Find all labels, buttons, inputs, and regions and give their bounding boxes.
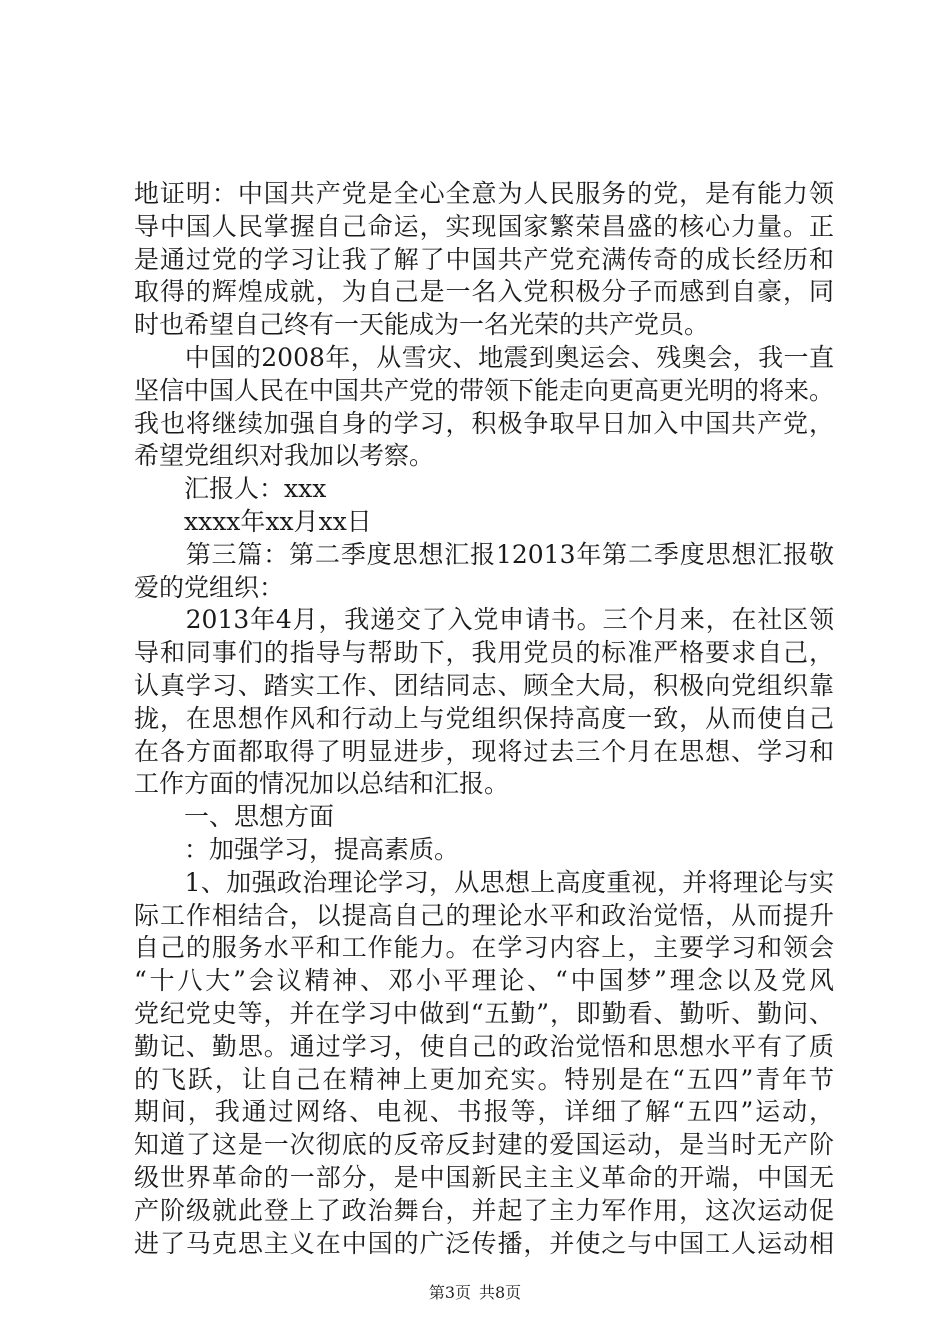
text-line: 爱的党组织： — [134, 572, 285, 602]
text-line: 知道了这是一次彻底的反帝反封建的爱国运动，是当时无产阶 — [134, 1130, 834, 1160]
text-line: 希望党组织对我加以考察。 — [134, 441, 435, 471]
text-line: 2013年4月，我递交了入党申请书。三个月来，在社区领 — [134, 605, 834, 635]
text-line: 拢，在思想作风和行动上与党组织保持高度一致，从而使自己 — [134, 703, 834, 733]
text-line: 时也希望自己终有一天能成为一名光荣的共产党员。 — [134, 310, 710, 340]
text-line: ：加强学习，提高素质。 — [134, 834, 460, 864]
text-line: 自己的服务水平和工作能力。在学习内容上，主要学习和领会 — [134, 933, 834, 963]
text-line: 际工作相结合，以提高自己的理论水平和政治觉悟，从而提升 — [134, 900, 834, 930]
text-line: 产阶级就此登上了政治舞台，并起了主力军作用，这次运动促 — [134, 1195, 834, 1225]
page-total: 共8页 — [479, 1283, 522, 1302]
page-number: 第3页 — [428, 1283, 471, 1302]
text-line: 党纪党史等，并在学习中做到“五勤”，即勤看、勤听、勤问、 — [134, 998, 834, 1028]
text-line: 的飞跃，让自己在精神上更加充实。特别是在“五四”青年节 — [134, 1064, 834, 1094]
text-line: 1、加强政治理论学习，从思想上高度重视，并将理论与实 — [134, 867, 834, 897]
text-line: xxxx年xx月xx日 — [134, 506, 372, 536]
text-line: 是通过党的学习让我了解了中国共产党充满传奇的成长经历和 — [134, 244, 834, 274]
text-line: 在各方面都取得了明显进步，现将过去三个月在思想、学习和 — [134, 736, 834, 766]
text-line: 汇报人：xxx — [134, 474, 327, 504]
text-line: 期间，我通过网络、电视、书报等，详细了解“五四”运动， — [134, 1097, 834, 1127]
text-line: 工作方面的情况加以总结和汇报。 — [134, 769, 510, 799]
text-line: 中国的2008年，从雪灾、地震到奥运会、残奥会，我一直 — [134, 342, 834, 372]
text-line: 勤记、勤思。通过学习，使自己的政治觉悟和思想水平有了质 — [134, 1031, 834, 1061]
text-line: “十八大”会议精神、邓小平理论、“中国梦”理念以及党风 — [134, 966, 834, 996]
page-footer — [0, 1280, 950, 1303]
text-line: 认真学习、踏实工作、团结同志、顾全大局，积极向党组织靠 — [134, 670, 834, 700]
document-body — [134, 178, 834, 1260]
text-line: 级世界革命的一部分，是中国新民主主义革命的开端，中国无 — [134, 1162, 834, 1192]
text-line: 取得的辉煌成就，为自己是一名入党积极分子而感到自豪，同 — [134, 277, 834, 307]
text-line: 我也将继续加强自身的学习，积极争取早日加入中国共产党， — [134, 408, 834, 438]
text-line: 进了马克思主义在中国的广泛传播，并使之与中国工人运动相 — [134, 1228, 834, 1258]
text-line: 一、思想方面 — [134, 802, 335, 832]
text-line: 坚信中国人民在中国共产党的带领下能走向更高更光明的将来。 — [134, 375, 834, 405]
text-line: 地证明：中国共产党是全心全意为人民服务的党，是有能力领 — [134, 179, 834, 208]
text-line: 第三篇：第二季度思想汇报12013年第二季度思想汇报敬 — [134, 539, 834, 569]
text-line: 导中国人民掌握自己命运，实现国家繁荣昌盛的核心力量。正 — [134, 211, 834, 241]
text-line: 导和同事们的指导与帮助下，我用党员的标准严格要求自己， — [134, 638, 834, 668]
